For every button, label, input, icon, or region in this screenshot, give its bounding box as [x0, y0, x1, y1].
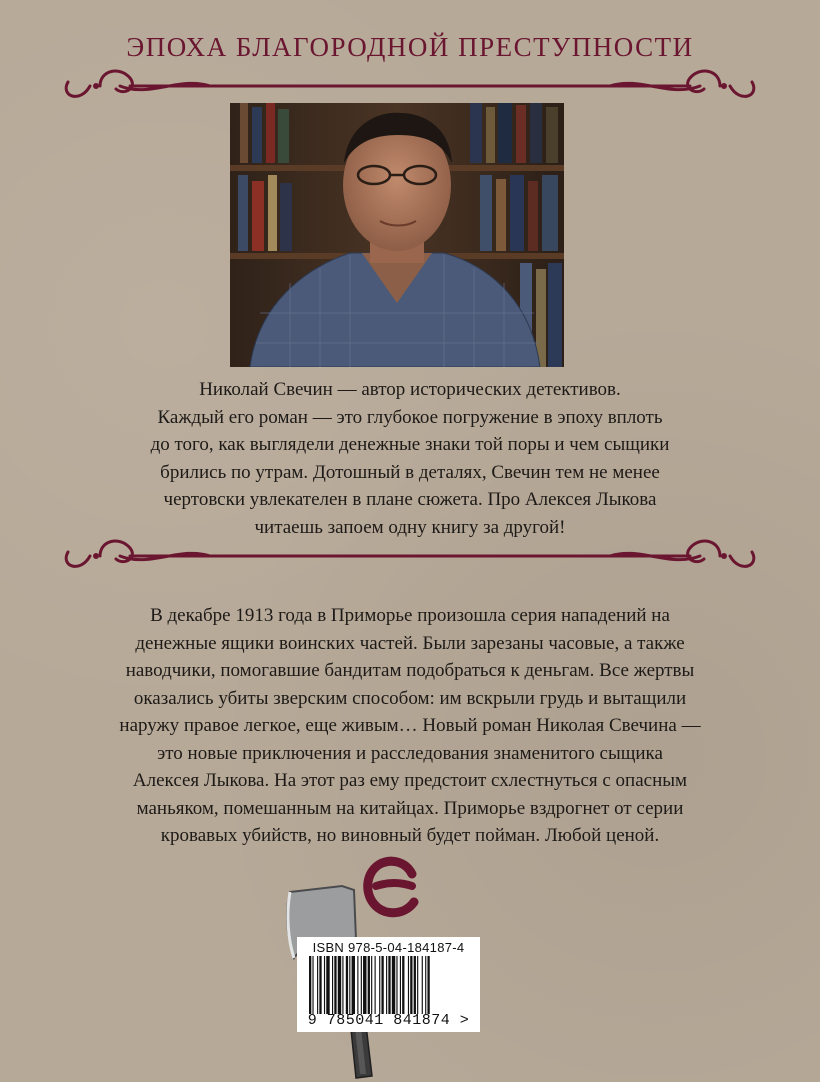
- bio-line: брились по утрам. Дотошный в деталях, Свечин тем не менее: [160, 461, 660, 483]
- isbn-label: ISBN 978-5-04-184187-4: [312, 940, 465, 955]
- annotation-line: Алексея Лыкова. На этот раз ему предстоит схлестнуться с опасным: [132, 770, 688, 791]
- annotation-line: кровавых убийств, но виновный будет пойман. Любой ценой.: [160, 825, 660, 846]
- barcode-digits: 9 785041 841874 >: [307, 1012, 470, 1029]
- annotation-line: В декабре 1913 года в Приморье произошла серия нападений на: [150, 605, 670, 626]
- bio-line: до того, как выглядели денежные знаки той поры и чем сыщики: [150, 434, 670, 455]
- bio-line: Каждый его роман — это глубокое погружение в эпоху вплоть: [157, 406, 663, 428]
- bio-line: Николай Свечин — автор исторических детективов.: [199, 379, 621, 400]
- annotation-line: денежные ящики воинских частей. Были зарезаны часовые, а также: [135, 632, 685, 654]
- ornament-divider-middle: [60, 526, 760, 586]
- annotation-line: наводчики, помогавшие бандитам подобраться к деньгам. Все жертвы: [125, 660, 695, 681]
- bio-line: чертовски увлекателен в плане сюжета. Про Алексея Лыкова: [163, 489, 657, 510]
- series-title: ЭПОХА БЛАГОРОДНОЙ ПРЕСТУПНОСТИ: [126, 32, 694, 62]
- author-bio: [90, 376, 730, 541]
- isbn-barcode: [297, 937, 480, 1032]
- barcode-bars: [303, 956, 474, 1014]
- annotation-line: наружу правое легкое, еще живым… Новый роман Николая Свечина —: [119, 715, 701, 736]
- book-annotation: [90, 602, 730, 850]
- publisher-logo-icon: [358, 852, 428, 922]
- author-photo: [230, 103, 564, 367]
- bio-line: читаешь запоем одну книгу за другой!: [254, 516, 566, 538]
- annotation-line: это новые приключения и расследования знаменитого сыщика: [157, 742, 663, 764]
- annotation-line: оказались убиты зверским способом: им вскрыли грудь и вытащили: [133, 687, 687, 709]
- annotation-line: маньяком, помешанным на китайцах. Приморье вздрогнет от серии: [136, 797, 684, 819]
